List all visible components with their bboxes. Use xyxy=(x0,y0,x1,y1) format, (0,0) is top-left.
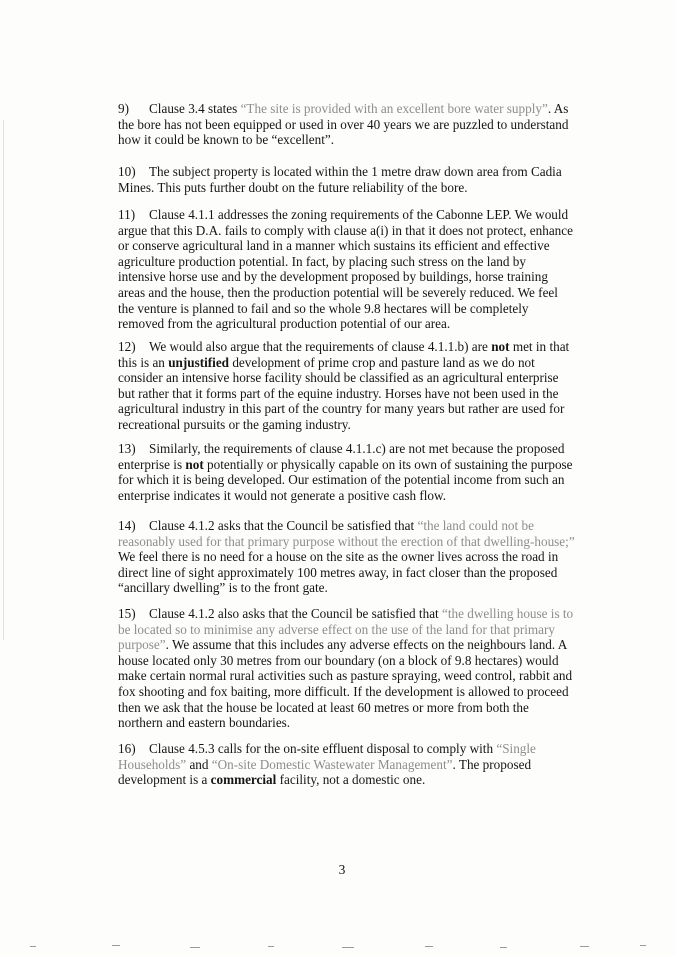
paragraph-number: 14) xyxy=(118,518,136,533)
scan-speck xyxy=(580,946,589,947)
quoted-clause-text: “the dwelling house is to be located so to minimise any adverse effect on the use of the land for that primary purpose” xyxy=(118,606,574,653)
paragraph-text: . The proposed development is a xyxy=(118,756,532,788)
paragraph-15 xyxy=(118,606,576,731)
paragraph-text: facility, not a domestic one. xyxy=(276,772,426,788)
scan-speck xyxy=(190,947,200,948)
paragraph-number: 11) xyxy=(118,207,136,222)
paragraph-text: and xyxy=(186,756,212,772)
bold-emphasis: not xyxy=(185,456,204,472)
bold-emphasis: unjustified xyxy=(168,354,230,370)
paragraph-10 xyxy=(118,164,576,195)
paragraph-number: 9) xyxy=(118,101,129,116)
paragraph-13 xyxy=(118,441,576,503)
paragraph-11 xyxy=(118,207,576,332)
bold-emphasis: commercial xyxy=(210,772,277,788)
paragraph-text: Clause 3.4 states xyxy=(149,101,241,116)
scan-speck xyxy=(268,946,274,947)
paragraph-number: 13) xyxy=(118,441,136,456)
paragraph-text: The subject property is located within the 1 metre draw down area from Cadia Mines. This puts further doubt on the future reliability of the bore. xyxy=(118,164,562,195)
scan-speck xyxy=(640,945,646,946)
scan-speck xyxy=(30,946,36,947)
quoted-clause-text: “The site is provided with an excellent bore water supply” xyxy=(240,101,548,116)
paragraph-number: 15) xyxy=(118,606,136,621)
paragraph-text: . We assume that this includes any adverse effects on the neighbours land. A house located only 30 metres from our boundary (on a block of 9.8 hectares) would make certain normal rural activities such as pasture spraying, weed control, rabbit and fox shooting and fox baiting, more difficult. If the development is allowed to proceed then we ask that the house be located at least 60 metres or more from both the northern and eastern boundaries. xyxy=(118,637,573,731)
paragraph-16 xyxy=(118,741,576,788)
paragraph-number: 16) xyxy=(118,741,136,756)
paragraph-text: . As the bore has not been equipped or used in over 40 years we are puzzled to understand how it could be known to be “excellent”. xyxy=(118,101,569,148)
paragraph-14 xyxy=(118,518,576,596)
page-number: 3 xyxy=(338,862,346,877)
paragraph-9 xyxy=(118,101,576,148)
paragraph-text: Clause 4.1.2 asks that the Council be satisfied that xyxy=(149,518,418,533)
paragraph-text: Clause 4.5.3 calls for the on-site effluent disposal to comply with xyxy=(149,741,497,756)
scan-speck xyxy=(112,945,120,946)
paragraph-text: met in that this is an xyxy=(118,339,570,370)
quoted-clause-text: “On-site Domestic Wastewater Management” xyxy=(211,756,453,772)
scan-speck xyxy=(425,946,433,947)
scan-speck xyxy=(342,947,354,948)
paragraph-number: 10) xyxy=(118,164,136,179)
scan-edge-mark xyxy=(3,120,4,640)
paragraph-text: We would also argue that the requirements of clause 4.1.1.b) are xyxy=(149,339,492,354)
paragraph-text: Clause 4.1.1 addresses the zoning requirements of the Cabonne LEP. We would argue that this D.A. fails to comply with clause a(i) in that it does not protect, enhance or conserve agricultural land in a manner which sustains its efficient and effective agriculture production potential. In fact, by placing such stress on the land by intensive horse use and by the development proposed by buildings, horse training areas and the house, then the production potential will be severely reduced. We feel the venture is planned to fail and so the whole 9.8 hectares will be completely removed from the agricultural production potential of our area. xyxy=(118,207,573,332)
quoted-clause-text: “the land could not be reasonably used for that primary purpose without the erection of that dwelling-house;” xyxy=(118,518,575,549)
bold-emphasis: not xyxy=(491,339,510,354)
paragraph-text: development of prime crop and pasture land as we do not consider an intensive horse facility should be classified as an agricultural enterprise but rather that it forms part of the equine industry. Horses have not been used in the agricultural industry in this part of the country for many years but rather are used for recreational pursuits or the gaming industry. xyxy=(118,354,565,432)
paragraph-12 xyxy=(118,339,576,433)
paragraph-text: We feel there is no need for a house on the site as the owner lives across the road in direct line of sight approximately 100 metres away, in fact closer than the proposed “ancillary dwelling” is to the front gate. xyxy=(118,549,559,596)
scan-speck xyxy=(500,947,507,948)
paragraph-text: Similarly, the requirements of clause 4.1.1.c) are not met because the proposed enterprise is xyxy=(118,441,565,472)
quoted-clause-text: “Single Households” xyxy=(118,741,536,772)
paragraph-number: 12) xyxy=(118,339,136,354)
paragraph-text: Clause 4.1.2 also asks that the Council be satisfied that xyxy=(149,606,443,621)
paragraph-text: potentially or physically capable on its own of sustaining the purpose for which it is being developed. Our estimation of the potential income from such an enterprise indicates it would not generate a positive cash flow. xyxy=(118,456,573,503)
